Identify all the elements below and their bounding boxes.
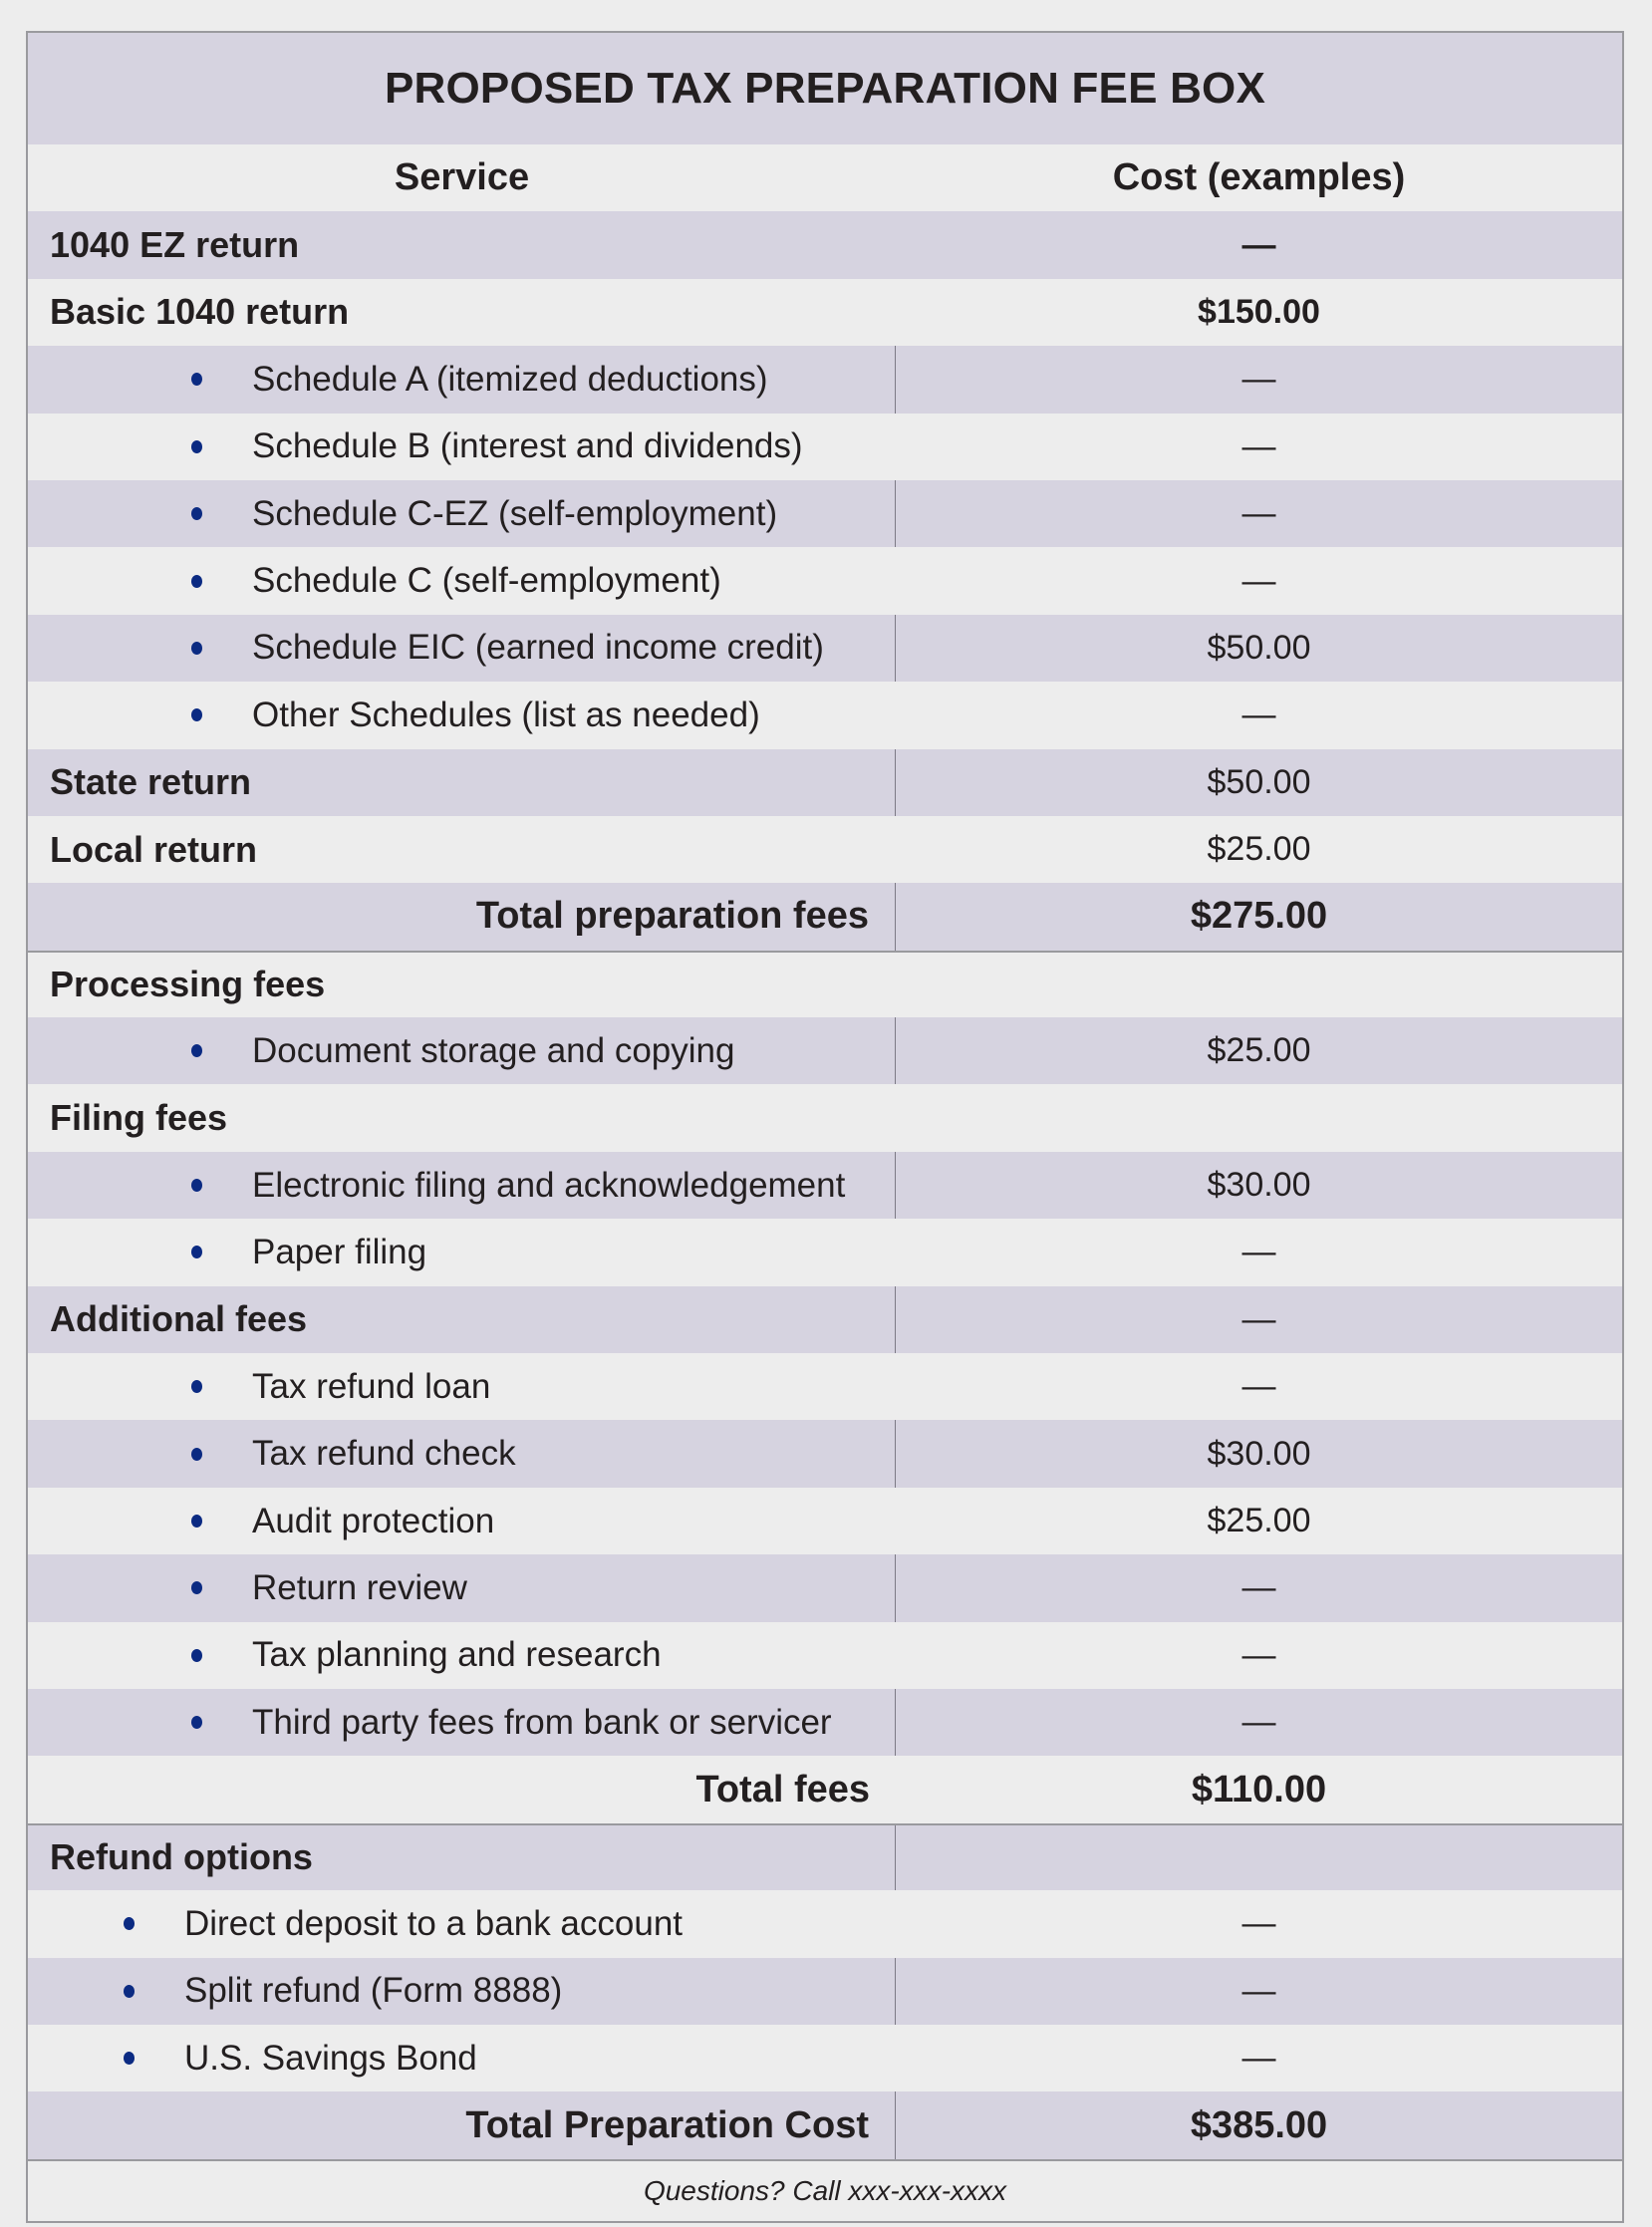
bullet-icon bbox=[191, 1515, 202, 1528]
bullet-icon bbox=[191, 1380, 202, 1393]
service-label: Local return bbox=[50, 828, 258, 870]
service-cell bbox=[28, 414, 896, 480]
service-label: Document storage and copying bbox=[252, 1030, 735, 1070]
fee-box bbox=[26, 31, 1624, 2223]
column-header-row bbox=[28, 144, 1622, 211]
section-row bbox=[28, 1823, 1622, 1890]
cost-cell: — bbox=[1241, 1635, 1276, 1674]
service-label: U.S. Savings Bond bbox=[184, 2038, 477, 2078]
cost-cell: $50.00 bbox=[1207, 628, 1311, 667]
bullet-icon bbox=[124, 1917, 135, 1930]
bullet-icon bbox=[191, 1649, 202, 1662]
cost-cell: $25.00 bbox=[1207, 1031, 1311, 1070]
table-row bbox=[28, 1017, 1622, 1084]
service-cell bbox=[28, 1017, 896, 1084]
table-row bbox=[28, 1219, 1622, 1285]
service-label: Additional fees bbox=[50, 1298, 308, 1340]
fee-table-body bbox=[28, 211, 1622, 2158]
service-cell bbox=[28, 1219, 896, 1285]
service-cell bbox=[28, 816, 896, 883]
service-cell bbox=[28, 1825, 896, 1890]
cost-cell: $25.00 bbox=[1207, 830, 1311, 869]
column-header-service: Service bbox=[394, 156, 530, 199]
service-cell bbox=[28, 1420, 896, 1487]
bullet-icon bbox=[124, 2052, 135, 2065]
service-label: Schedule C (self-employment) bbox=[252, 561, 721, 601]
table-row bbox=[28, 1420, 1622, 1487]
fee-box-title: PROPOSED TAX PREPARATION FEE BOX bbox=[28, 33, 1622, 144]
section-row bbox=[28, 749, 1622, 816]
service-label: Schedule B (interest and dividends) bbox=[252, 426, 803, 466]
service-label: Electronic filing and acknowledgement bbox=[252, 1165, 846, 1205]
table-row bbox=[28, 346, 1622, 413]
service-label: Third party fees from bank or servicer bbox=[252, 1702, 832, 1742]
cost-cell: — bbox=[1241, 1971, 1276, 2010]
bullet-icon bbox=[191, 1448, 202, 1461]
service-cell bbox=[28, 1554, 896, 1621]
cost-cell bbox=[896, 953, 1622, 1017]
section-row bbox=[28, 951, 1622, 1017]
section-row bbox=[28, 1286, 1622, 1353]
service-label: Schedule A (itemized deductions) bbox=[252, 359, 768, 399]
cost-cell: — bbox=[1241, 1703, 1276, 1742]
cost-cell: — bbox=[1241, 426, 1276, 465]
service-cell bbox=[28, 346, 896, 413]
table-row bbox=[28, 1890, 1622, 1957]
bullet-icon bbox=[191, 373, 202, 386]
footer-contact: Questions? Call xxx-xxx-xxxx bbox=[28, 2159, 1622, 2221]
service-label: 1040 EZ return bbox=[50, 224, 300, 266]
cost-cell bbox=[896, 1825, 1622, 1890]
table-row bbox=[28, 1622, 1622, 1689]
cost-cell: — bbox=[1241, 561, 1276, 600]
service-cell bbox=[28, 211, 896, 278]
service-label: Tax planning and research bbox=[252, 1635, 662, 1675]
section-row bbox=[28, 816, 1622, 883]
service-label: Total Preparation Cost bbox=[465, 2103, 869, 2146]
cost-cell: — bbox=[1241, 494, 1276, 533]
service-cell bbox=[28, 1084, 896, 1151]
bullet-icon bbox=[191, 575, 202, 588]
section-row bbox=[28, 279, 1622, 346]
service-cell bbox=[28, 279, 896, 346]
service-label: Other Schedules (list as needed) bbox=[252, 695, 760, 734]
total-row bbox=[28, 2091, 1622, 2158]
service-label: State return bbox=[50, 761, 252, 803]
cost-cell: $275.00 bbox=[1190, 895, 1328, 938]
table-row bbox=[28, 1958, 1622, 2025]
cost-cell: — bbox=[1241, 360, 1276, 399]
cost-cell: — bbox=[1241, 696, 1276, 734]
service-cell bbox=[28, 1622, 896, 1689]
service-label: Total fees bbox=[695, 1768, 870, 1810]
section-row bbox=[28, 211, 1622, 278]
bullet-icon bbox=[191, 440, 202, 453]
cost-cell: $110.00 bbox=[1191, 1768, 1327, 1810]
table-row bbox=[28, 682, 1622, 748]
service-cell bbox=[28, 682, 896, 748]
cost-cell: — bbox=[1241, 1233, 1276, 1271]
table-row bbox=[28, 1152, 1622, 1219]
cost-cell: — bbox=[1241, 1904, 1276, 1943]
table-row bbox=[28, 480, 1622, 547]
service-cell bbox=[28, 2091, 896, 2158]
service-cell bbox=[28, 547, 896, 614]
cost-cell: $25.00 bbox=[1207, 1502, 1311, 1539]
table-row bbox=[28, 414, 1622, 480]
bullet-icon bbox=[191, 1581, 202, 1594]
table-row bbox=[28, 1353, 1622, 1420]
cost-cell: — bbox=[1241, 1299, 1276, 1338]
cost-cell: $150.00 bbox=[1198, 292, 1320, 331]
total-row bbox=[28, 883, 1622, 950]
service-label: Basic 1040 return bbox=[50, 291, 350, 333]
cost-cell: — bbox=[1241, 1367, 1276, 1406]
table-row bbox=[28, 547, 1622, 614]
service-cell bbox=[28, 1689, 896, 1756]
service-cell bbox=[28, 1958, 896, 2025]
service-label: Split refund (Form 8888) bbox=[184, 1971, 563, 2011]
service-label: Processing fees bbox=[50, 964, 326, 1005]
service-label: Paper filing bbox=[252, 1232, 427, 1271]
bullet-icon bbox=[124, 1985, 135, 1998]
service-label: Audit protection bbox=[252, 1501, 495, 1540]
bullet-icon bbox=[191, 708, 202, 721]
bullet-icon bbox=[191, 1044, 202, 1057]
bullet-icon bbox=[191, 1246, 202, 1258]
service-cell bbox=[28, 480, 896, 547]
service-cell bbox=[28, 883, 896, 950]
service-cell bbox=[28, 953, 896, 1017]
cost-cell: $50.00 bbox=[1207, 762, 1311, 801]
table-row bbox=[28, 2025, 1622, 2091]
service-cell bbox=[28, 615, 896, 682]
bullet-icon bbox=[191, 507, 202, 520]
table-row bbox=[28, 1554, 1622, 1621]
service-label: Refund options bbox=[50, 1836, 313, 1878]
section-row bbox=[28, 1084, 1622, 1151]
table-row bbox=[28, 615, 1622, 682]
service-cell bbox=[28, 1152, 896, 1219]
service-label: Total preparation fees bbox=[475, 895, 869, 938]
service-label: Tax refund check bbox=[252, 1434, 516, 1474]
bullet-icon bbox=[191, 642, 202, 655]
table-row bbox=[28, 1689, 1622, 1756]
service-cell bbox=[28, 1353, 896, 1420]
bullet-icon bbox=[191, 1179, 202, 1192]
bullet-icon bbox=[191, 1716, 202, 1729]
service-cell bbox=[28, 1756, 896, 1822]
cost-cell: — bbox=[1241, 1568, 1276, 1607]
service-label: Schedule C-EZ (self-employment) bbox=[252, 493, 778, 533]
service-label: Tax refund loan bbox=[252, 1366, 491, 1406]
cost-cell: — bbox=[1241, 2039, 1276, 2078]
total-row bbox=[28, 1756, 1622, 1822]
service-cell bbox=[28, 2025, 896, 2091]
service-cell bbox=[28, 749, 896, 816]
cost-cell: $30.00 bbox=[1207, 1166, 1311, 1205]
service-cell bbox=[28, 1488, 896, 1554]
cost-cell bbox=[896, 1084, 1622, 1151]
cost-cell: — bbox=[1241, 225, 1276, 264]
table-row bbox=[28, 1488, 1622, 1554]
cost-cell: $30.00 bbox=[1207, 1434, 1311, 1473]
cost-cell: $385.00 bbox=[1190, 2103, 1328, 2146]
service-cell bbox=[28, 1286, 896, 1353]
column-header-cost: Cost (examples) bbox=[1112, 156, 1406, 199]
service-label: Return review bbox=[252, 1567, 467, 1607]
service-label: Filing fees bbox=[50, 1097, 228, 1139]
service-label: Direct deposit to a bank account bbox=[184, 1903, 684, 1943]
service-label: Schedule EIC (earned income credit) bbox=[252, 628, 824, 668]
service-cell bbox=[28, 1890, 896, 1957]
